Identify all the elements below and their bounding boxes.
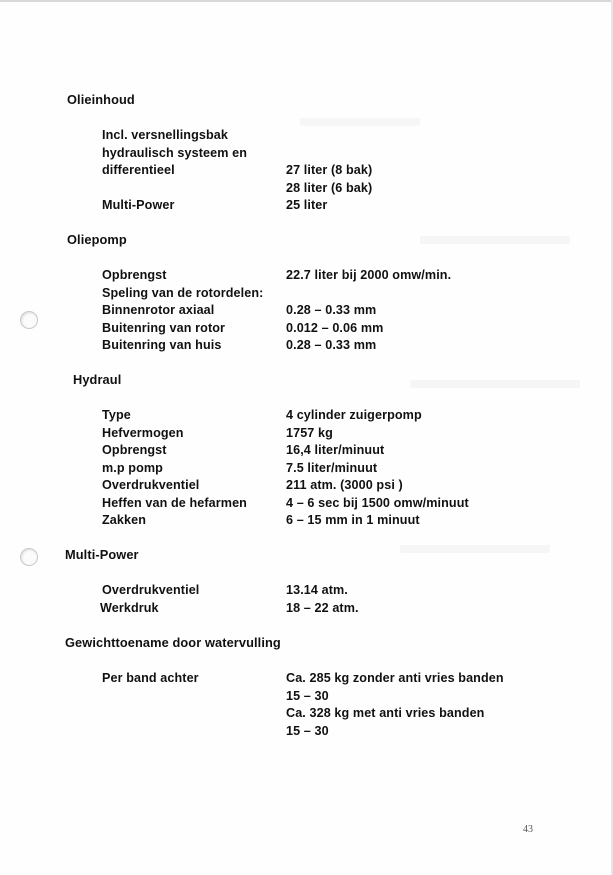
binder-hole [20, 311, 38, 329]
bleed-through-mark [410, 380, 580, 388]
spec-value: 4 cylinder zuigerpomp [286, 408, 422, 422]
spec-label: Per band achter [102, 671, 199, 685]
binder-hole [20, 548, 38, 566]
spec-label: Opbrengst [102, 443, 167, 457]
spec-value: 4 – 6 sec bij 1500 omw/minuut [286, 496, 469, 510]
spec-value: 18 – 22 atm. [286, 601, 359, 615]
spec-label: m.p pomp [102, 461, 163, 475]
spec-value: 1757 kg [286, 426, 333, 440]
section-title-oliepomp: Oliepomp [67, 232, 127, 247]
spec-label: Type [102, 408, 131, 422]
spec-label: Binnenrotor axiaal [102, 303, 215, 317]
spec-value: 27 liter (8 bak) [286, 163, 373, 177]
spec-label: differentieel [102, 163, 175, 177]
spec-value: 15 – 30 [286, 689, 329, 703]
spec-value: 28 liter (6 bak) [286, 181, 373, 195]
spec-value: 0.28 – 0.33 mm [286, 338, 377, 352]
spec-label: Zakken [102, 513, 147, 527]
spec-value: 15 – 30 [286, 724, 329, 738]
section-title-hydraul: Hydraul [73, 372, 122, 387]
page-number: 43 [523, 824, 533, 835]
spec-value: Ca. 328 kg met anti vries banden [286, 706, 485, 720]
spec-label: Multi-Power [102, 198, 175, 212]
section-title-multipower: Multi-Power [65, 547, 139, 562]
spec-value: 211 atm. (3000 psi ) [286, 478, 403, 492]
spec-value: 25 liter [286, 198, 328, 212]
spec-value: Ca. 285 kg zonder anti vries banden [286, 671, 504, 685]
bleed-through-mark [300, 118, 420, 126]
bleed-through-mark [420, 236, 570, 244]
section-title-gewichttoename: Gewichttoename door watervulling [65, 635, 281, 650]
spec-label: Opbrengst [102, 268, 167, 282]
spec-value: 0.012 – 0.06 mm [286, 321, 384, 335]
spec-value: 13.14 atm. [286, 583, 348, 597]
spec-value: 0.28 – 0.33 mm [286, 303, 377, 317]
spec-label: Overdrukventiel [102, 478, 200, 492]
spec-value: 22.7 liter bij 2000 omw/min. [286, 268, 452, 282]
spec-label: Overdrukventiel [102, 583, 200, 597]
spec-value: 7.5 liter/minuut [286, 461, 378, 475]
page-edge-top [0, 0, 613, 2]
bleed-through-mark [400, 545, 550, 553]
spec-label: hydraulisch systeem en [102, 146, 247, 160]
spec-label: Hefvermogen [102, 426, 184, 440]
spec-value: 16,4 liter/minuut [286, 443, 385, 457]
spec-label: Incl. versnellingsbak [102, 128, 228, 142]
spec-value: 6 – 15 mm in 1 minuut [286, 513, 420, 527]
spec-label: Buitenring van huis [102, 338, 222, 352]
spec-label: Werkdruk [100, 601, 159, 615]
spec-label: Heffen van de hefarmen [102, 496, 247, 510]
spec-label: Buitenring van rotor [102, 321, 226, 335]
section-title-olieinhoud: Olieinhoud [67, 92, 135, 107]
spec-label: Speling van de rotordelen: [102, 286, 264, 300]
